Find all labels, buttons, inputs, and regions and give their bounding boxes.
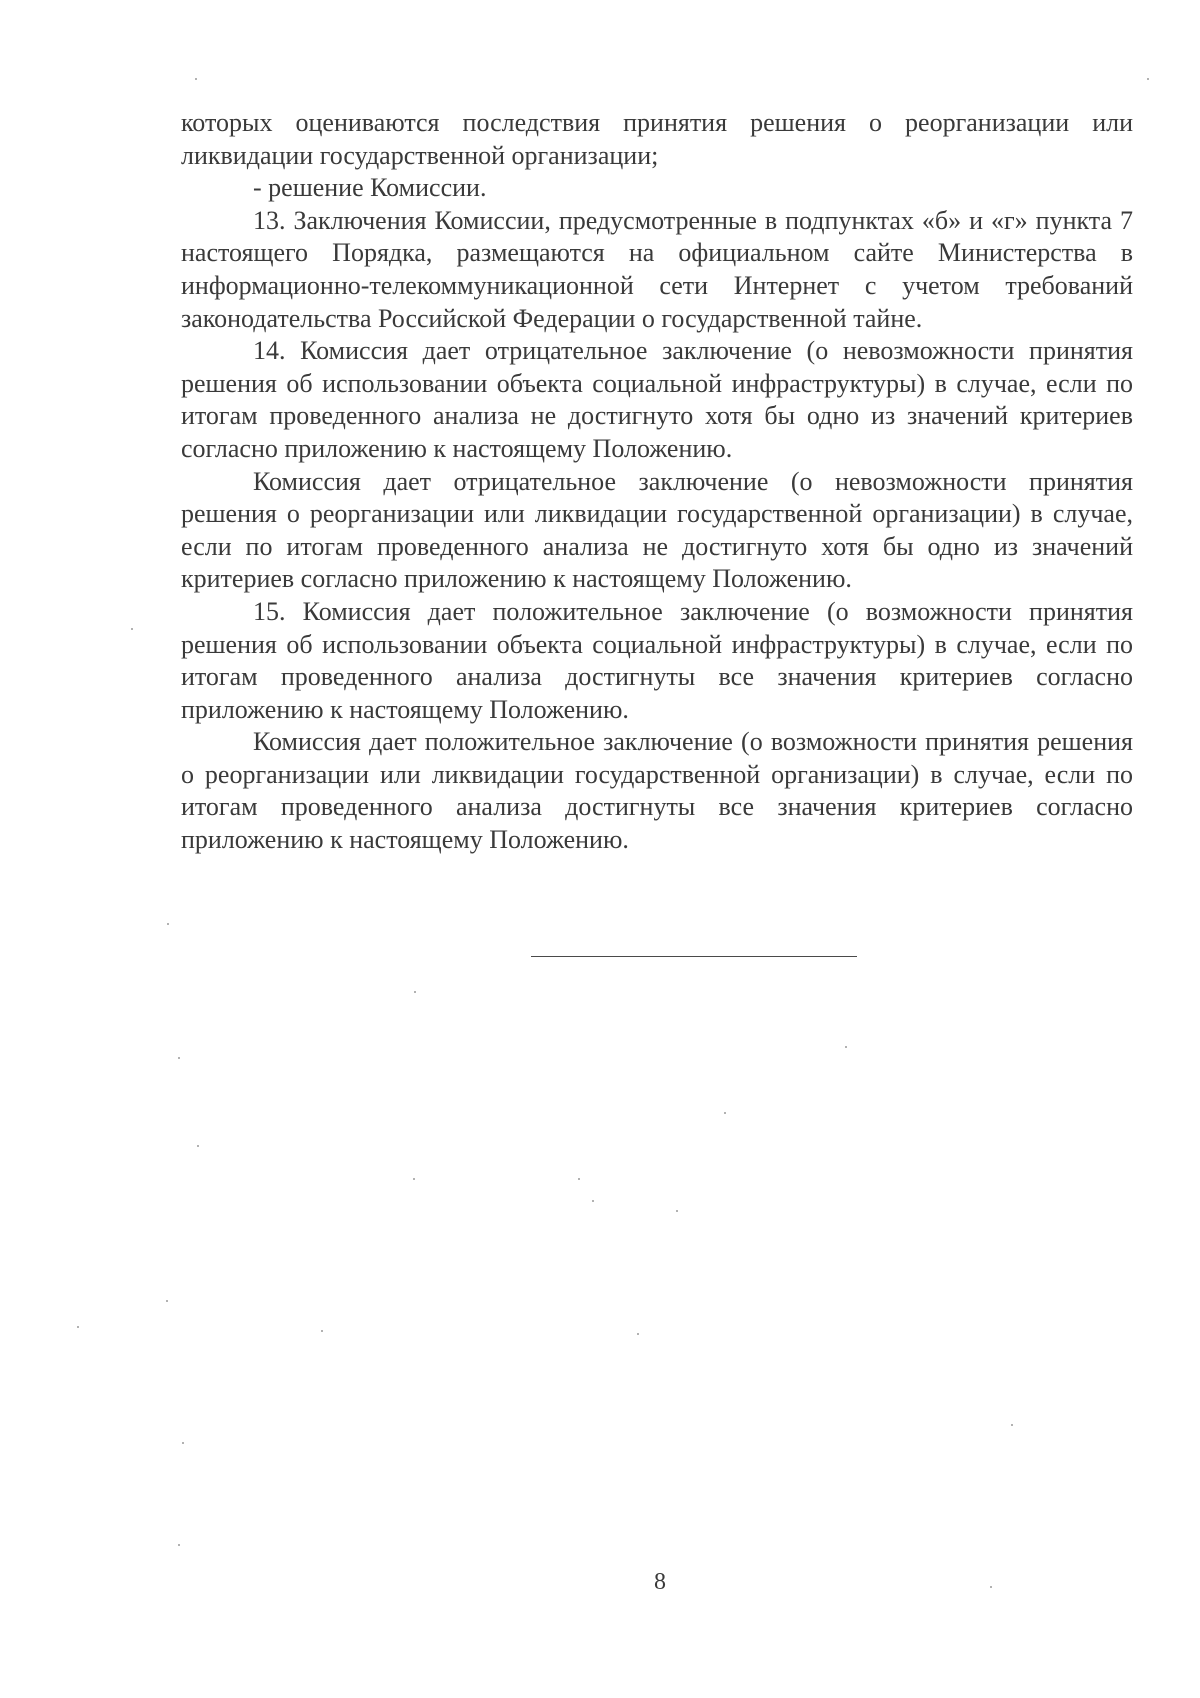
paragraph-continuation: которых оцениваются последствия принятия решения о реорганизации или ликвидации государственной организации; — [181, 108, 1133, 170]
scan-speck — [592, 1200, 594, 1202]
paragraph-13: 13. Заключения Комиссии, предусмотренные в подпунктах «б» и «г» пункта 7 настоящего Порядка, размещаются на официальном сайте Министерства в информационно-телекоммуникационной сети Интернет с учетом требований законодательства Российской Федерации о государственной тайне. — [181, 205, 1133, 333]
paragraph-14: 14. Комиссия дает отрицательное заключение (о невозможности принятия решения об использовании объекта социальной инфраструктуры) в случае, если по итогам проведенного анализа не достигнуто хотя бы одно из значений критериев согласно приложению к настоящему Положению. — [181, 336, 1133, 463]
scan-speck — [178, 1544, 180, 1546]
scan-speck — [166, 1300, 168, 1302]
scan-speck — [676, 1210, 678, 1212]
scan-speck — [321, 1330, 323, 1332]
scan-speck — [845, 1046, 847, 1048]
document-body — [181, 107, 1133, 857]
page-number: 8 — [654, 1569, 666, 1595]
scan-speck — [182, 1442, 184, 1444]
paragraph-14-second: Комиссия дает отрицательное заключение (о невозможности принятия решения о реорганизации или ликвидации государственной организации) в случае, если по итогам проведенного анализа не достигнуто хотя бы одно из значений критериев согласно приложению к настоящему Положению. — [181, 466, 1133, 594]
scan-speck — [131, 628, 133, 630]
scan-speck — [637, 1333, 639, 1335]
scan-speck — [178, 1057, 180, 1059]
paragraph-15-second: Комиссия дает положительное заключение (о возможности принятия решения о реорганизации или ликвидации государственной организации) в случае, если по итогам проведенного анализа достигнуты все значения критериев согласно приложению к настоящему Положению. — [181, 727, 1133, 855]
list-item-commission-decision: - решение Комиссии. — [253, 173, 487, 203]
scan-speck — [413, 1178, 415, 1180]
scan-speck — [1011, 1424, 1013, 1426]
scan-speck — [1147, 78, 1149, 80]
scan-speck — [578, 1178, 580, 1180]
scan-speck — [990, 1586, 992, 1588]
scan-speck — [197, 1145, 199, 1147]
scan-speck — [167, 923, 169, 925]
scan-speck — [195, 78, 197, 80]
end-separator-line — [531, 956, 857, 957]
scan-speck — [414, 991, 416, 993]
paragraph-15: 15. Комиссия дает положительное заключение (о возможности принятия решения об использовании объекта социальной инфраструктуры) в случае, если по итогам проведенного анализа достигнуты все значения критериев согласно приложению к настоящему Положению. — [181, 596, 1133, 724]
scan-speck — [724, 1112, 726, 1114]
scan-speck — [77, 1326, 79, 1328]
